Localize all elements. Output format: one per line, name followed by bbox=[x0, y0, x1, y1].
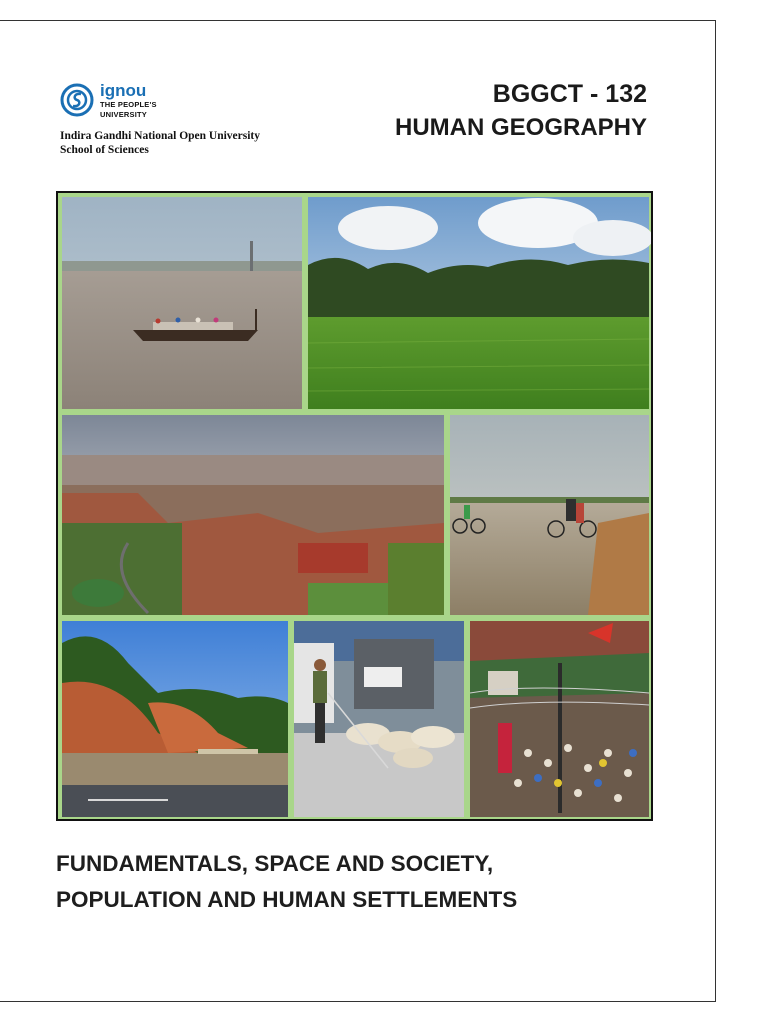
paddy-field-photo bbox=[308, 197, 651, 409]
ignou-logo bbox=[60, 82, 300, 118]
logo-tagline-2: UNIVERSITY bbox=[100, 109, 148, 119]
village-crowd-photo bbox=[470, 621, 649, 817]
book-subtitle bbox=[56, 846, 517, 918]
aerial-city-photo bbox=[62, 415, 444, 615]
photo-collage bbox=[56, 191, 653, 821]
university-name: Indira Gandhi National Open University bbox=[60, 130, 261, 142]
course-code: BGGCT - 132 bbox=[492, 80, 647, 108]
river-boat-photo bbox=[62, 197, 302, 409]
subtitle-line-2: POPULATION AND HUMAN SETTLEMENTS bbox=[56, 887, 518, 912]
hill-erosion-photo bbox=[62, 621, 288, 817]
course-title: HUMAN GEOGRAPHY bbox=[394, 114, 647, 141]
logo-name: ignou bbox=[100, 81, 147, 100]
school-name: School of Sciences bbox=[60, 144, 149, 156]
subtitle-line-1: FUNDAMENTALS, SPACE AND SOCIETY, bbox=[56, 851, 494, 876]
university-logo-block bbox=[60, 82, 300, 157]
cyclists-river-photo bbox=[450, 415, 649, 615]
ignou-emblem-icon bbox=[60, 83, 94, 117]
logo-tagline-1: THE PEOPLE'S bbox=[100, 100, 157, 109]
shepherd-sheep-photo bbox=[294, 621, 464, 817]
collage-svg bbox=[58, 193, 651, 819]
